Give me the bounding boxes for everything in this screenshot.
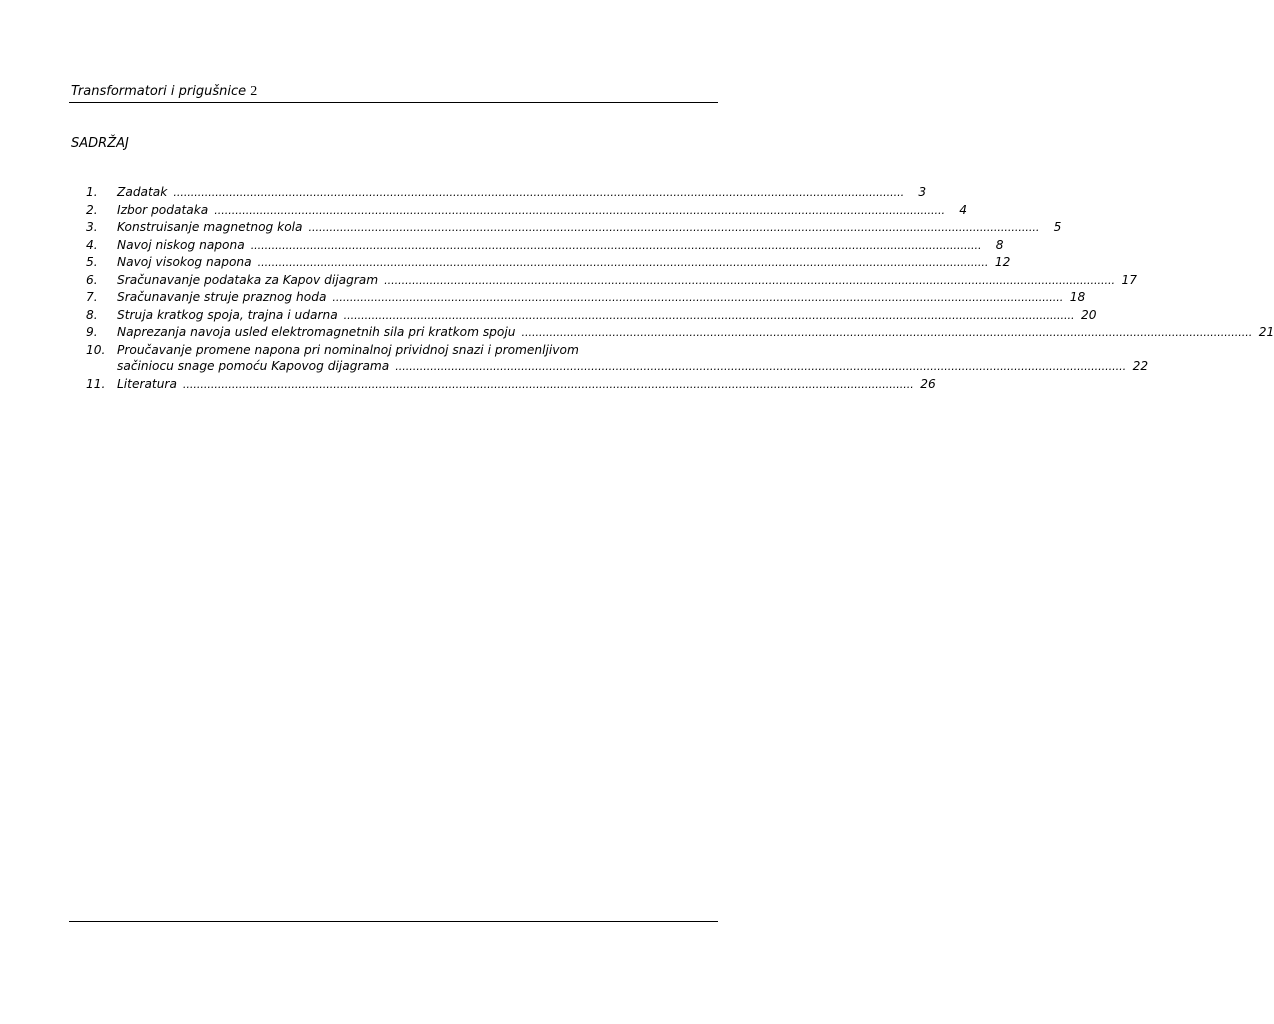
toc-entry-page: 5 [1053, 220, 1062, 234]
table-of-contents [86, 184, 1274, 393]
toc-entry-title: Navoj niskog napona [117, 237, 245, 252]
toc-entry-7[interactable] [86, 289, 1086, 307]
toc-entry-title: Struja kratkog spoja, trajna i udarna [117, 307, 338, 322]
header-title: Transformatori i prigušnice [71, 84, 247, 99]
toc-entry-page: 22 [1132, 359, 1149, 373]
toc-entry-title: Zadatak [117, 185, 168, 199]
toc-entry-number: 6. [86, 272, 98, 287]
toc-leader-dots [332, 290, 1063, 307]
header-rule [69, 102, 718, 103]
toc-entry-title: Sračunavanje podataka za Kapov dijagram [117, 272, 379, 287]
toc-leader-dots [384, 273, 1115, 290]
toc-entry-number: 10. [86, 342, 106, 357]
toc-entry-number: 5. [86, 255, 98, 269]
toc-entry-4[interactable] [86, 237, 1004, 255]
toc-entry-page: 20 [1080, 307, 1097, 322]
toc-entry-page: 4 [959, 202, 968, 217]
toc-entry-title: sačiniocu snage pomoću Kapovog dijagrama [117, 359, 390, 373]
toc-entry-number: 11. [86, 376, 106, 391]
toc-heading: SADRŽAJ [71, 136, 129, 151]
toc-leader-dots [183, 377, 914, 394]
toc-entry-3[interactable] [86, 219, 1062, 237]
toc-entry-number: 7. [86, 290, 98, 304]
toc-entry-page: 17 [1121, 272, 1137, 287]
toc-entry-number: 8. [86, 307, 98, 322]
toc-entry-number: 9. [86, 325, 98, 339]
toc-entry-title: Izbor podataka [117, 202, 209, 217]
toc-entry-2[interactable] [86, 202, 968, 220]
toc-entry-10[interactable] [86, 342, 1149, 376]
toc-entry-title-line1: Proučavanje promene napona pri nominalnoj prividnoj snazi i promenljivom [117, 342, 579, 357]
toc-entry-number: 3. [86, 220, 98, 234]
header-page-number: 2 [250, 84, 258, 99]
toc-entry-number: 4. [86, 237, 98, 252]
toc-entry-title: Navoj visokog napona [117, 255, 252, 269]
toc-leader-dots [173, 185, 904, 202]
toc-leader-dots [344, 308, 1075, 325]
toc-leader-dots [214, 203, 945, 220]
toc-entry-page: 26 [920, 376, 936, 391]
toc-entry-number: 1. [86, 185, 98, 199]
footer-rule [69, 921, 718, 922]
running-header [71, 84, 257, 100]
toc-entry-page: 18 [1069, 290, 1086, 304]
toc-entry-11[interactable] [86, 376, 936, 394]
toc-entry-6[interactable] [86, 272, 1137, 290]
toc-leader-dots [309, 220, 1040, 237]
toc-entry-number: 2. [86, 202, 98, 217]
toc-entry-page: 8 [995, 237, 1004, 252]
toc-leader-dots [395, 359, 1126, 376]
toc-leader-dots [258, 255, 989, 272]
toc-entry-9[interactable] [86, 324, 1274, 342]
toc-entry-8[interactable] [86, 307, 1097, 325]
toc-entry-title: Naprezanja navoja usled elektromagnetnih sila pri kratkom spoju [117, 325, 516, 339]
toc-entry-title: Literatura [117, 376, 177, 391]
toc-entry-title: Konstruisanje magnetnog kola [117, 220, 303, 234]
toc-leader-dots [521, 325, 1252, 342]
toc-entry-title: Sračunavanje struje praznog hoda [117, 290, 327, 304]
toc-entry-page: 12 [994, 255, 1011, 269]
toc-entry-5[interactable] [86, 254, 1011, 272]
toc-leader-dots [251, 238, 982, 255]
toc-entry-page: 3 [918, 185, 927, 199]
toc-entry-1[interactable] [86, 184, 927, 202]
toc-entry-page: 21 [1258, 325, 1274, 339]
